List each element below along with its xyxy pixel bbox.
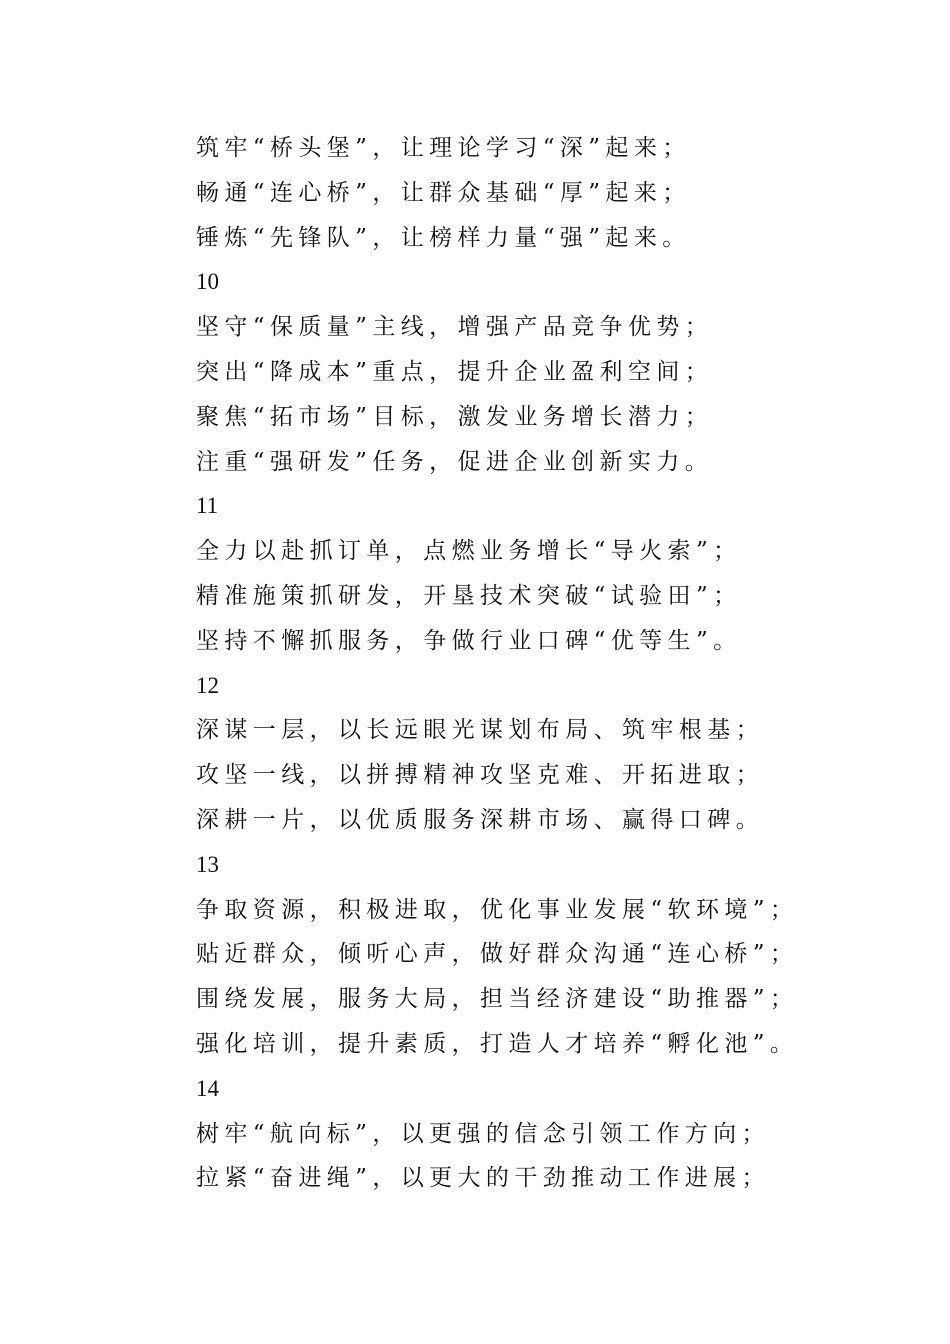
text-line: 强化培训，提升素质，打造人才培养“孵化池”。	[196, 1030, 799, 1057]
text-line: 锤炼“先锋队”，让榜样力量“强”起来。	[196, 224, 691, 251]
text-line: 拉紧“奋进绳”，以更大的干劲推动工作进展；	[196, 1165, 770, 1192]
text-line: 突出“降成本”重点，提升企业盈利空间；	[196, 358, 714, 385]
text-line: 攻坚一线，以拼搏精神攻坚克难、开拓进取；	[196, 762, 764, 789]
text-line: 树牢“航向标”，以更强的信念引领工作方向；	[196, 1120, 770, 1147]
text-line: 坚守“保质量”主线，增强产品竞争优势；	[196, 314, 714, 341]
section-number: 11	[196, 493, 219, 519]
section-number: 13	[196, 851, 219, 877]
text-line: 坚持不懈抓服务，争做行业口碑“优等生”。	[196, 627, 742, 654]
text-line: 深耕一片，以优质服务深耕市场、赢得口碑。	[196, 806, 764, 833]
text-line: 围绕发展，服务大局，担当经济建设“助推器”；	[196, 986, 799, 1013]
text-line: 聚焦“拓市场”目标，激发业务增长潜力；	[196, 403, 714, 430]
text-line: 筑牢“桥头堡”，让理论学习“深”起来；	[196, 135, 691, 161]
document-body	[196, 126, 936, 1201]
text-line: 贴近群众，倾听心声，做好群众沟通“连心桥”；	[196, 941, 799, 968]
section-number: 12	[196, 672, 219, 698]
text-line: 争取资源，积极进取，优化事业发展“软环境”；	[196, 896, 799, 923]
section-number: 10	[196, 269, 219, 295]
text-line: 畅通“连心桥”，让群众基础“厚”起来；	[196, 179, 691, 206]
text-line: 全力以赴抓订单，点燃业务增长“导火索”；	[196, 538, 742, 565]
text-line: 深谋一层，以长远眼光谋划布局、筑牢根基；	[196, 717, 764, 744]
text-line: 注重“强研发”任务，促进企业创新实力。	[196, 448, 714, 475]
section-number: 14	[196, 1075, 219, 1101]
text-line: 精准施策抓研发，开垦技术突破“试验田”；	[196, 582, 742, 609]
